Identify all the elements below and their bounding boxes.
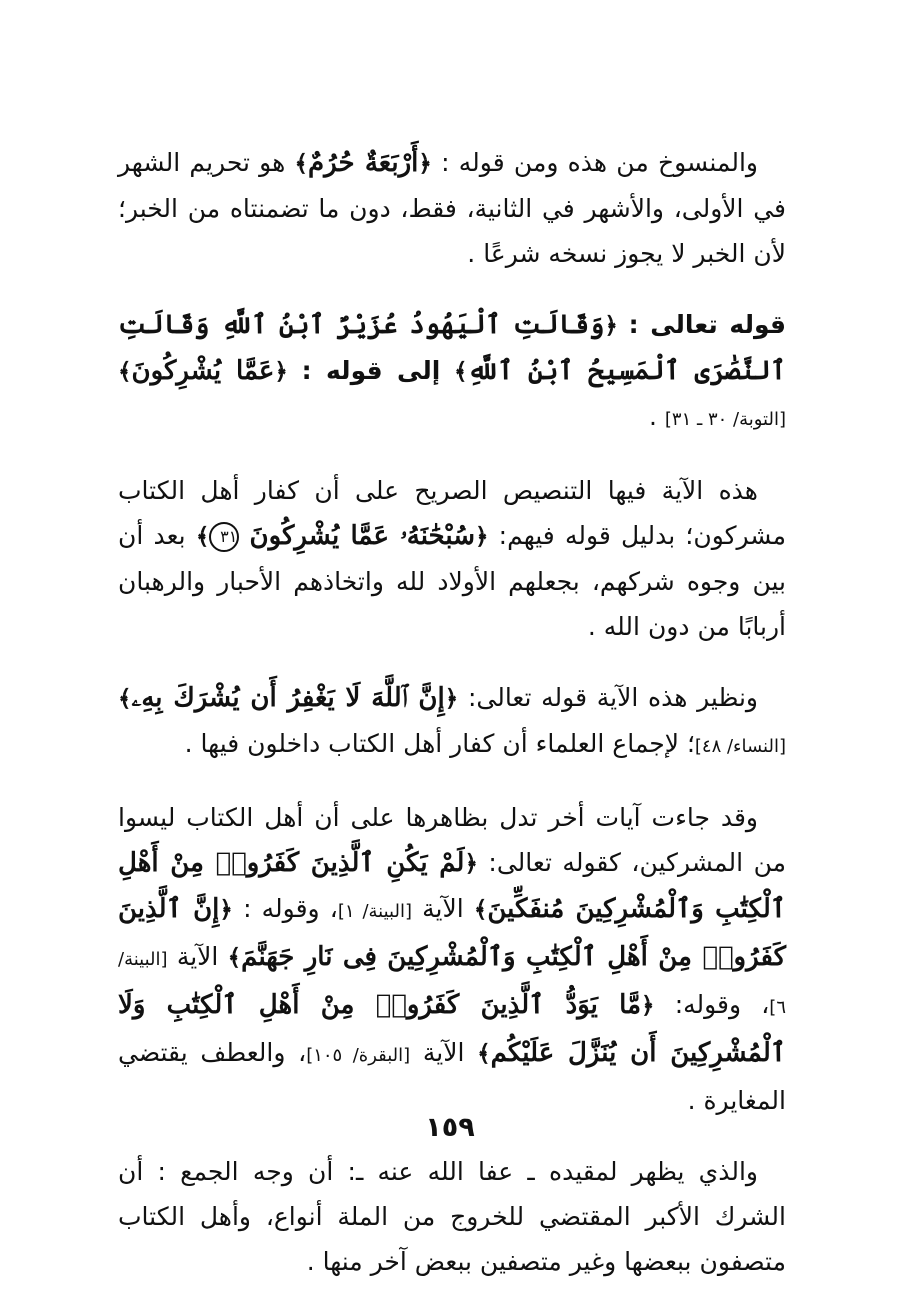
quran-close-bracket: ﴾ — [477, 1040, 491, 1067]
quran-quote: إِنَّ ٱللَّهَ لَا يَغْفِرُ أَن يُشْرَكَ بِهِۦ — [131, 683, 445, 713]
para-text: ؛ لإجماع العلماء أن كفار أهل الكتاب داخلون فيها . — [184, 729, 695, 758]
quran-open-bracket: ﴿ — [274, 358, 288, 385]
verse-reference: [البينة/ ١] — [337, 901, 412, 922]
page-number: ١٥٩ — [425, 1112, 475, 1143]
quran-close-bracket: ﴾ — [118, 358, 132, 385]
verse-reference: [النساء/ ٤٨] — [694, 736, 786, 757]
quran-close-bracket: ﴾ — [227, 944, 242, 971]
para-text: ونظير هذه الآية قوله تعالى: — [467, 683, 758, 712]
para-text: الآية — [176, 942, 219, 971]
quran-quote: عَمَّا يُشْرِكُونَ — [131, 356, 275, 386]
quran-quote: أَرْبَعَةٌ حُرُمٌ — [308, 148, 419, 178]
quran-open-bracket: ﴿ — [418, 150, 432, 177]
quran-close-bracket: ﴾ — [473, 896, 488, 923]
paragraph-reconciliation — [118, 1149, 786, 1284]
para-text: ، وقوله : — [243, 894, 338, 923]
para-text: ، وقوله: — [674, 990, 770, 1019]
verse-heading-label: قوله تعالى : — [628, 310, 786, 339]
quran-quote: إِنَّ ٱلَّذِينَ كَفَرُوا۟ مِنْ أَهْلِ ٱلْكِتَٰبِ وَٱلْمُشْرِكِينَ فِى نَارِ جَهَنَّمَ — [118, 894, 786, 972]
ayah-number-marker: ٣١ — [209, 522, 239, 552]
para-text: . — [648, 402, 657, 431]
quran-open-bracket: ﴿ — [604, 312, 618, 339]
quran-quote: سُبْحَٰنَهُۥ عَمَّا يُشْرِكُونَ — [249, 521, 475, 551]
quran-open-bracket: ﴿ — [464, 850, 478, 877]
paragraph-contrast — [118, 795, 786, 1123]
verse-heading-mid: إلى قوله : — [301, 356, 441, 385]
quran-quote: لَمْ يَكُنِ ٱلَّذِينَ كَفَرُوا۟ مِنْ أَهْلِ ٱلْكِتَٰبِ وَٱلْمُشْرِكِينَ مُنفَكِّينَ — [118, 848, 786, 924]
verse-reference: [التوبة/ ٣٠ ـ ٣١] — [664, 409, 786, 430]
quran-open-bracket: ﴿ — [444, 685, 459, 712]
verse-reference: [البينة/ ٦] — [118, 949, 786, 1018]
quran-close-bracket: ﴾ — [453, 358, 468, 385]
paragraph-abrogation — [118, 140, 786, 276]
quran-quote: وَقَالَتِ ٱلْيَهُودُ عُزَيْرٌ ٱبْنُ ٱللَّهِ وَقَالَتِ ٱلنَّصَٰرَى ٱلْمَسِيحُ ٱبْنُ ٱللَّهِ — [118, 310, 787, 386]
quran-close-bracket: ﴾ — [294, 150, 308, 177]
paragraph-analogue — [118, 675, 786, 769]
para-text: الآية — [422, 894, 464, 923]
verse-reference: [البقرة/ ١٠٥] — [306, 1045, 411, 1066]
para-text: هو تحريم الشهر في الأولى، والأشهر في الثانية، فقط، دون ما تضمنتاه من الخبر؛ لأن الخبر لا يجوز نسخه شرعًا . — [118, 148, 786, 268]
paragraph-explanation — [118, 468, 786, 649]
quran-close-bracket: ﴾ — [195, 523, 210, 550]
para-text: بعد أن بين وجوه شركهم، بجعلهم الأولاد لله واتخاذهم الأحبار والرهبان أربابًا من دون الله . — [118, 521, 786, 641]
para-text: هذه الآية فيها التنصيص الصريح على أن كفار أهل الكتاب مشركون؛ بدليل قوله فيهم: — [118, 476, 787, 550]
quran-open-bracket: ﴿ — [641, 992, 655, 1019]
para-text: والمنسوخ من هذه ومن قوله : — [441, 148, 758, 177]
para-text: ، والعطف يقتضي المغايرة . — [118, 1038, 786, 1115]
paragraph-verse-heading — [118, 302, 786, 442]
quran-open-bracket: ﴿ — [219, 896, 233, 923]
quran-open-bracket: ﴿ — [474, 523, 489, 550]
para-text: وقد جاءت آيات أخر تدل بظاهرها على أن أهل الكتاب ليسوا من المشركين، كقوله تعالى: — [118, 803, 786, 877]
para-text: والذي يظهر لمقيده ـ عفا الله عنه ـ: أن وجه الجمع : أن الشرك الأكبر المقتضي للخروج من الملة أنواع، وأهل الكتاب متصفون ببعضها وغير متصفين ببعض آخر منها . — [118, 1157, 786, 1276]
quran-close-bracket: ﴾ — [118, 685, 132, 712]
para-text: الآية — [422, 1038, 465, 1067]
quran-quote: مَّا يَوَدُّ ٱلَّذِينَ كَفَرُوا۟ مِنْ أَهْلِ ٱلْكِتَٰبِ وَلَا ٱلْمُشْرِكِينَ أَن يُنَزَّلَ عَلَيْكُم — [118, 990, 786, 1068]
